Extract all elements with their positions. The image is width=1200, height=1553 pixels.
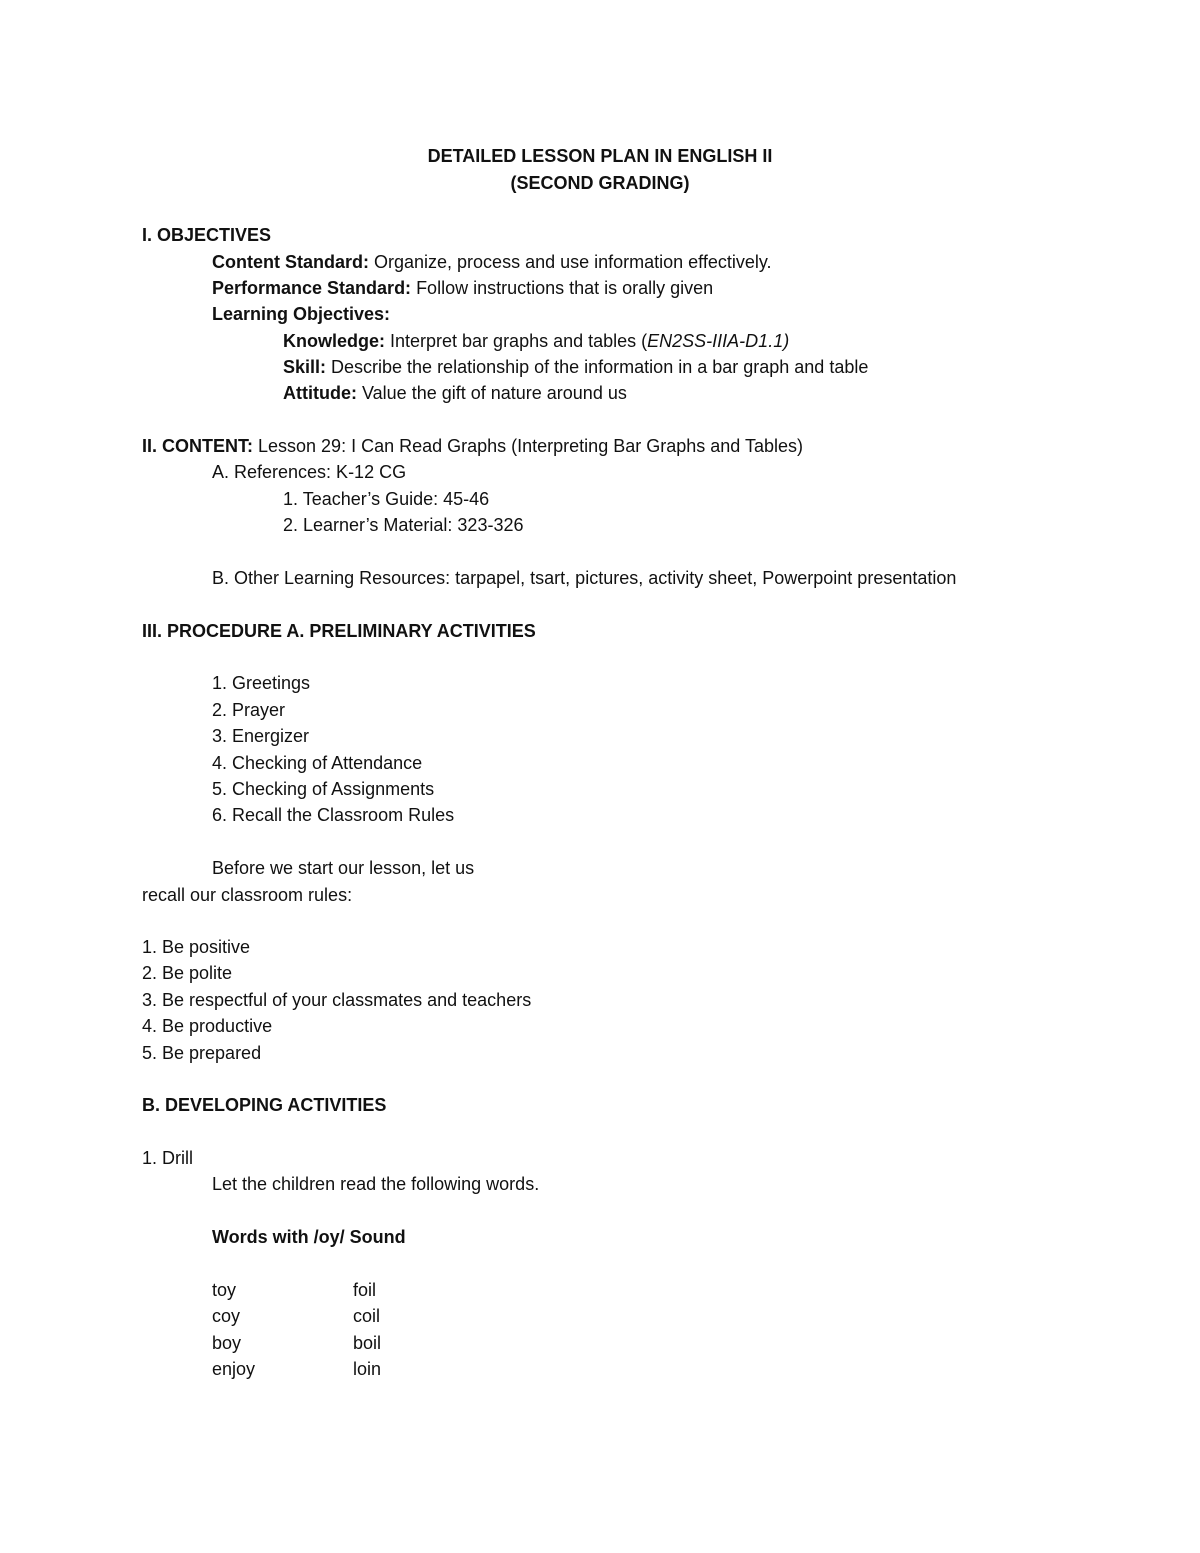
objectives-heading: I. OBJECTIVES [142, 225, 272, 245]
knowledge-code: EN2SS-IIIA-D1.1) [647, 331, 790, 351]
developing-heading: B. DEVELOPING ACTIVITIES [142, 1095, 387, 1115]
list-item: 3. Energizer [212, 726, 310, 746]
word-cell: enjoy [212, 1359, 256, 1379]
content-heading-label: II. CONTENT: [142, 436, 253, 456]
content-standard [212, 251, 772, 273]
skill-text: Describe the relationship of the information in a bar graph and table [326, 357, 869, 377]
document-subtitle: (SECOND GRADING) [510, 173, 690, 193]
drill-label: 1. Drill [142, 1148, 194, 1168]
content-standard-label: Content Standard: [212, 252, 369, 272]
list-item: 4. Be productive [142, 1016, 273, 1036]
attitude-text: Value the gift of nature around us [356, 383, 627, 403]
knowledge-label: Knowledge: [283, 331, 385, 351]
skill-label: Skill: [283, 357, 327, 377]
references: A. References: K-12 CG [212, 462, 407, 482]
rules-intro-line1: Before we start our lesson, let us [212, 858, 475, 878]
word-cell: boil [353, 1333, 382, 1353]
content-standard-text: Organize, process and use information effectively. [369, 252, 772, 272]
content-heading [142, 435, 803, 457]
skill-objective [283, 356, 868, 378]
knowledge-objective [283, 330, 789, 352]
list-item: 6. Recall the Classroom Rules [212, 805, 455, 825]
list-item: 2. Prayer [212, 700, 286, 720]
procedure-heading: III. PROCEDURE A. PRELIMINARY ACTIVITIES [142, 621, 536, 641]
list-item: 4. Checking of Attendance [212, 753, 423, 773]
list-item: 1. Greetings [212, 673, 311, 693]
list-item: 1. Be positive [142, 937, 251, 957]
rules-intro-line2: recall our classroom rules: [142, 885, 353, 905]
word-cell: toy [212, 1280, 237, 1300]
list-item: 3. Be respectful of your classmates and teachers [142, 990, 532, 1010]
content-heading-text: Lesson 29: I Can Read Graphs (Interpreting Bar Graphs and Tables) [253, 436, 803, 456]
performance-standard [212, 277, 713, 299]
knowledge-text: Interpret bar graphs and tables ( [385, 331, 648, 351]
teachers-guide: 1. Teacher’s Guide: 45-46 [283, 489, 490, 509]
other-learning-resources: B. Other Learning Resources: tarpapel, tsart, pictures, activity sheet, Powerpoint presentation [212, 568, 957, 588]
learning-objectives-label: Learning Objectives: [212, 304, 391, 324]
attitude-objective [283, 382, 627, 404]
word-cell: loin [353, 1359, 382, 1379]
document-title: DETAILED LESSON PLAN IN ENGLISH II [427, 146, 773, 166]
word-cell: coy [212, 1306, 241, 1326]
list-item: 5. Checking of Assignments [212, 779, 435, 799]
words-heading: Words with /oy/ Sound [212, 1227, 406, 1247]
performance-standard-text: Follow instructions that is orally given [411, 278, 714, 298]
learners-material: 2. Learner’s Material: 323-326 [283, 515, 524, 535]
word-cell: boy [212, 1333, 242, 1353]
word-cell: coil [353, 1306, 381, 1326]
list-item: 5. Be prepared [142, 1043, 262, 1063]
attitude-label: Attitude: [283, 383, 357, 403]
list-item: 2. Be polite [142, 963, 233, 983]
performance-standard-label: Performance Standard: [212, 278, 412, 298]
word-cell: foil [353, 1280, 377, 1300]
drill-instruction: Let the children read the following words. [212, 1174, 540, 1194]
